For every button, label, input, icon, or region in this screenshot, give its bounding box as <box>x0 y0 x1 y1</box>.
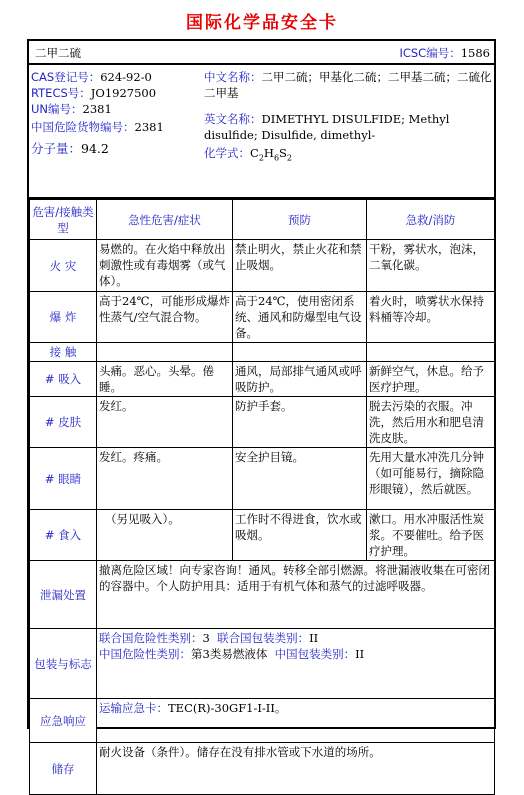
header-hazard: 急性危害/症状 <box>97 200 233 240</box>
ingest-aid: 漱口。用水冲服活性炭浆。不要催吐。给予医疗护理。 <box>367 510 495 561</box>
row-label-explosion: 爆 炸 <box>30 292 97 343</box>
explosion-prevent: 高于24℃，使用密闭系统、通风和防爆型电气设备。 <box>233 292 367 343</box>
formula-label: 化学式： <box>204 146 250 160</box>
mw-line <box>31 141 109 157</box>
zh-label: 中文名称： <box>204 70 262 84</box>
explosion-hazard: 高于24℃，可能形成爆炸性蒸气/空气混合物。 <box>97 292 233 343</box>
ingest-hazard: （另见吸入）。 <box>97 510 233 561</box>
table-row-contact <box>30 343 495 362</box>
ingest-prevent: 工作时不得进食，饮水或吸烟。 <box>233 510 367 561</box>
formula-value: $C_2H_6S_2$ <box>250 146 293 163</box>
rtecs-label: RTECS号： <box>31 86 91 100</box>
explosion-aid: 着火时，喷雾状水保持料桶等冷却。 <box>367 292 495 343</box>
zh-name-line <box>204 69 492 101</box>
table-row-ingest <box>30 510 495 561</box>
row-label-emergency: 应急响应 <box>30 699 97 743</box>
table-row-inhale <box>30 362 495 397</box>
en-name-line <box>204 111 492 143</box>
card-title: 国际化学品安全卡 <box>186 13 338 33</box>
fire-prevent: 禁止明火，禁止火花和禁止吸烟。 <box>233 240 367 292</box>
un-value: 2381 <box>82 102 112 116</box>
table-row-emergency <box>30 699 495 743</box>
table-row-explosion <box>30 292 495 343</box>
mw-label: 分子量： <box>31 141 82 156</box>
formula-line <box>204 145 492 166</box>
skin-hazard: 发红。 <box>97 397 233 448</box>
un-line <box>31 101 112 117</box>
inhale-aid: 新鲜空气，休息。给予医疗护理。 <box>367 362 495 397</box>
table-row-pack <box>30 629 495 699</box>
emergency-text: 运输应急卡：TEC(R)-30GF1-I-II。 <box>97 699 495 743</box>
en-label: 英文名称： <box>204 112 262 126</box>
icsc-number <box>399 45 490 61</box>
header-prevent: 预防 <box>233 200 367 240</box>
cas-line <box>31 69 152 85</box>
skin-prevent: 防护手套。 <box>233 397 367 448</box>
safety-card <box>27 39 496 776</box>
identity-block <box>29 65 494 199</box>
rtecs-line <box>31 85 156 101</box>
eyes-aid: 先用大量水冲洗几分钟（如可能易行，摘除隐形眼镜），然后就医。 <box>367 448 495 510</box>
row-label-fire: 火 灾 <box>30 240 97 292</box>
pack-line-cn: 中国危险性类别：第3类易燃液体 中国包装类别：II <box>99 647 365 661</box>
spill-text: 撤离危险区域！向专家咨询！通风。转移全部引燃源。将泄漏液收集在可密闭的容器中。个人防护用具：适用于有机气体和蒸气的过滤呼吸器。 <box>97 561 495 629</box>
icsc-label: ICSC编号： <box>399 46 461 60</box>
cn-line <box>31 119 164 135</box>
mw-value: 94.2 <box>81 141 109 156</box>
cas-value: 624-92-0 <box>100 70 152 84</box>
cn-value: 2381 <box>134 120 164 134</box>
table-row-skin <box>30 397 495 448</box>
fire-hazard: 易燃的。在火焰中释放出刺激性或有毒烟雾（或气体）。 <box>97 240 233 292</box>
row-label-contact: 接 触 <box>30 343 97 362</box>
inhale-hazard: 头痛。恶心。头晕。倦睡。 <box>97 362 233 397</box>
eyes-prevent: 安全护目镜。 <box>233 448 367 510</box>
pack-text <box>97 629 495 699</box>
eyes-hazard: 发红。疼痛。 <box>97 448 233 510</box>
rtecs-value: JO1927500 <box>90 86 157 100</box>
skin-aid: 脱去污染的衣服。冲洗，然后用水和肥皂清洗皮肤。 <box>367 397 495 448</box>
table-header-row <box>30 200 495 240</box>
header-aid: 急救/消防 <box>367 200 495 240</box>
un-label: UN编号： <box>31 102 83 116</box>
row-label-spill: 泄漏处置 <box>30 561 97 629</box>
header-type: 危害/接触类型 <box>30 200 97 240</box>
row-label-eyes: # 眼睛 <box>30 448 97 510</box>
row-label-skin: # 皮肤 <box>30 397 97 448</box>
row-label-storage: 储存 <box>30 743 97 795</box>
chemical-name: 二甲二硫 <box>35 46 81 60</box>
en-value: DIMETHYL DISULFIDE; Methyl disulfide; Disulfide, dimethyl- <box>204 112 450 142</box>
hazard-table <box>29 199 495 795</box>
cn-label: 中国危险货物编号： <box>31 120 135 134</box>
row-label-inhale: # 吸入 <box>30 362 97 397</box>
table-row-storage <box>30 743 495 795</box>
cas-label: CAS登记号： <box>31 70 101 84</box>
table-row-eyes <box>30 448 495 510</box>
storage-text: 耐火设备（条件）。储存在没有排水管或下水道的场所。 <box>97 743 495 795</box>
pack-line-un: 联合国危险性类别：3 联合国包装类别：II <box>99 631 319 645</box>
row-label-ingest: # 食入 <box>30 510 97 561</box>
table-row-spill <box>30 561 495 629</box>
row-label-pack: 包装与标志 <box>30 629 97 699</box>
inhale-prevent: 通风，局部排气通风或呼吸防护。 <box>233 362 367 397</box>
icsc-value: 1586 <box>460 46 490 60</box>
table-row-fire <box>30 240 495 292</box>
fire-aid: 干粉，雾状水，泡沫，二氧化碳。 <box>367 240 495 292</box>
zh-value: 二甲二硫；甲基化二硫；二甲基二硫；二硫化二甲基 <box>204 70 492 100</box>
card-header <box>29 41 494 65</box>
